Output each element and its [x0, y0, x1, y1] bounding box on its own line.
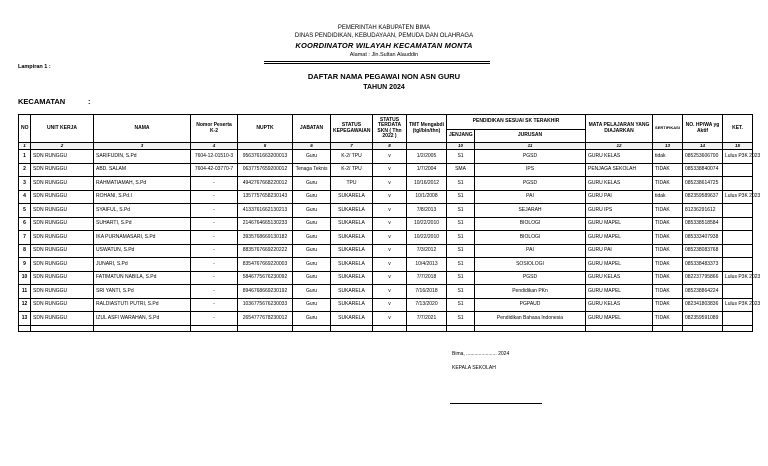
cell-ket — [723, 177, 753, 191]
cell-tmt: 7/8/2013 — [407, 204, 447, 218]
cell-tmt: 1/2/2005 — [407, 150, 447, 164]
cell-jabatan: Guru — [293, 190, 331, 204]
cell-hp: 082341803836 — [683, 298, 723, 312]
table-row — [19, 190, 753, 204]
cell-unit: SDN RUNGGU — [31, 150, 94, 164]
cell-peserta: - — [191, 217, 238, 231]
cell-nama: SARIFUDIN, S.Pd — [94, 150, 191, 164]
signature-date: Bima, ...................... 2024 — [452, 351, 510, 357]
table-row — [19, 298, 753, 312]
cell-status-sk: v — [373, 204, 407, 218]
cell-tmt: 7/3/2012 — [407, 244, 447, 258]
table-row-empty — [19, 325, 753, 331]
cell-jurusan: BIOLOGI — [475, 217, 586, 231]
cell-ket: Lulus P3K 2023 — [723, 150, 753, 164]
cell-jenjang: S1 — [447, 150, 475, 164]
cell-unit: SDN RUNGGU — [31, 163, 94, 177]
cell-ket — [723, 244, 753, 258]
cell-status-kepeg: SUKARELA — [331, 285, 373, 299]
cell-peserta: - — [191, 271, 238, 285]
cell-nuptk: 8354767669220003 — [238, 258, 293, 272]
header-coordinator: KOORDINATOR WILAYAH KECAMATAN MONTA — [295, 41, 473, 50]
cell-jenjang: S1 — [447, 244, 475, 258]
cell-mapel: GURU PAI — [586, 190, 653, 204]
header-rule-thick — [264, 61, 490, 62]
cell-no: 1 — [19, 150, 31, 164]
cell-hp: 082237795866 — [683, 271, 723, 285]
cell-status-sk: v — [373, 312, 407, 326]
cell-jenjang: S1 — [447, 285, 475, 299]
cell-empty — [373, 325, 407, 331]
table-row — [19, 217, 753, 231]
col-nuptk: NUPTK — [238, 115, 293, 143]
cell-jurusan: SEJARAH — [475, 204, 586, 218]
cell-hp: 085238083768 — [683, 244, 723, 258]
cell-empty — [191, 325, 238, 331]
col-number: 3 — [94, 143, 191, 150]
cell-status-sk: v — [373, 244, 407, 258]
document-title: DAFTAR NAMA PEGAWAI NON ASN GURU — [307, 72, 461, 81]
cell-nama: JUNARI, S.Pd — [94, 258, 191, 272]
cell-status-sk: v — [373, 258, 407, 272]
cell-ket — [723, 312, 753, 326]
cell-peserta: - — [191, 298, 238, 312]
cell-unit: SDN RUNGGU — [31, 298, 94, 312]
cell-mapel: GURU MAPEL — [586, 285, 653, 299]
cell-jabatan: Guru — [293, 244, 331, 258]
col-unit: UNIT KERJA — [31, 115, 94, 143]
cell-status-sk: v — [373, 190, 407, 204]
cell-empty — [331, 325, 373, 331]
cell-status-kepeg: K-2/ TPU — [331, 150, 373, 164]
cell-jabatan: Tenaga Teknis — [293, 163, 331, 177]
cell-jenjang: S1 — [447, 258, 475, 272]
cell-no: 9 — [19, 258, 31, 272]
cell-ket — [723, 258, 753, 272]
cell-mapel: GURU MAPEL — [586, 231, 653, 245]
cell-jenjang: S1 — [447, 190, 475, 204]
col-peserta: Nomor Peserta K-2 — [191, 115, 238, 143]
table-body — [19, 150, 761, 332]
cell-jabatan: Guru — [293, 177, 331, 191]
cell-empty — [31, 325, 94, 331]
cell-jenjang: S1 — [447, 298, 475, 312]
cell-tmt: 10/1/2008 — [407, 190, 447, 204]
col-number: 10 — [447, 143, 475, 150]
cell-jurusan: PAI — [475, 244, 586, 258]
cell-empty — [447, 325, 475, 331]
cell-no: 6 — [19, 217, 31, 231]
cell-mapel: GURU KELAS — [586, 271, 653, 285]
cell-unit: SDN RUNGGU — [31, 204, 94, 218]
column-number-row — [19, 143, 753, 150]
cell-sertifikasi: TIDAK — [653, 231, 683, 245]
cell-no: 8 — [19, 244, 31, 258]
col-hp: NO. HP/WA yg Aktif — [683, 115, 723, 143]
cell-sertifikasi: TIDAK — [653, 271, 683, 285]
col-number: 4 — [191, 143, 238, 150]
cell-nama: SRI YANTI, S.Pd — [94, 285, 191, 299]
cell-jurusan: Pendidikan PKn — [475, 285, 586, 299]
cell-status-kepeg: K-2/ TPU — [331, 163, 373, 177]
cell-mapel: GURU MAPEL — [586, 217, 653, 231]
cell-jenjang: S1 — [447, 312, 475, 326]
col-jurusan: JURUSAN — [475, 130, 586, 143]
cell-hp: 085338483373 — [683, 258, 723, 272]
col-number: 6 — [293, 143, 331, 150]
cell-jurusan: Pendidikan Bahasa Indonesia — [475, 312, 586, 326]
col-number: 14 — [683, 143, 723, 150]
cell-nuptk: 2654777678230012 — [238, 312, 293, 326]
cell-jabatan: Guru — [293, 258, 331, 272]
cell-empty — [723, 325, 753, 331]
col-jabatan: JABATAN — [293, 115, 331, 143]
cell-status-sk: v — [373, 231, 407, 245]
table-row — [19, 258, 753, 272]
cell-ket — [723, 204, 753, 218]
cell-unit: SDN RUNGGU — [31, 244, 94, 258]
header-government: PEMERINTAH KABUPATEN BIMA — [337, 25, 431, 31]
cell-mapel: GURU PAI — [586, 244, 653, 258]
cell-tmt: 10/16/2012 — [407, 177, 447, 191]
cell-nuptk: 8946768669230192 — [238, 285, 293, 299]
cell-unit: SDN RUNGGU — [31, 271, 94, 285]
table-row — [19, 285, 753, 299]
cell-jabatan: Guru — [293, 150, 331, 164]
cell-jenjang: SMA — [447, 163, 475, 177]
cell-status-kepeg: TPU — [331, 177, 373, 191]
table-row — [19, 177, 753, 191]
cell-tmt: 7/13/2020 — [407, 298, 447, 312]
cell-status-kepeg: SUKARELA — [331, 231, 373, 245]
cell-empty — [407, 325, 447, 331]
cell-mapel: GURU KELAS — [586, 298, 653, 312]
cell-peserta: - — [191, 258, 238, 272]
cell-nuptk: 2146764665130233 — [238, 217, 293, 231]
col-status-kepegawaian: STATUS KEPEGAWAIAN — [331, 115, 373, 143]
table-row — [19, 150, 753, 164]
cell-sertifikasi: TIDAK — [653, 285, 683, 299]
cell-nama: SYAIFUL, S.Pd — [94, 204, 191, 218]
cell-no: 4 — [19, 190, 31, 204]
col-number: 2 — [31, 143, 94, 150]
cell-tmt: 7/16/2018 — [407, 285, 447, 299]
col-mapel: MATA PELAJARAN YANG DIAJARKAN — [586, 115, 653, 143]
cell-nuptk: 3935768669130182 — [238, 231, 293, 245]
cell-unit: SDN RUNGGU — [31, 231, 94, 245]
cell-no: 2 — [19, 163, 31, 177]
cell-no: 3 — [19, 177, 31, 191]
cell-jabatan: Guru — [293, 298, 331, 312]
cell-nama: FATIMATUN NABILA, S.Pd — [94, 271, 191, 285]
cell-status-kepeg: SUKARELA — [331, 258, 373, 272]
cell-sertifikasi: TIDAK — [653, 244, 683, 258]
cell-peserta: - — [191, 177, 238, 191]
cell-status-sk: v — [373, 163, 407, 177]
cell-jabatan: Guru — [293, 285, 331, 299]
cell-tmt: 1/7/2004 — [407, 163, 447, 177]
cell-nama: RALDIASTUTI PUTRI, S.Pd — [94, 298, 191, 312]
col-status-sk: STATUS TERDATA SKN ( Thn 2022 ) — [373, 115, 407, 143]
cell-nama: ABD. SALAM — [94, 163, 191, 177]
cell-hp: 085338518584 — [683, 217, 723, 231]
cell-nuptk: 1357757658230143 — [238, 190, 293, 204]
cell-ket: Lulus P3K 2023 — [723, 298, 753, 312]
cell-tmt: 10/4/2013 — [407, 258, 447, 272]
table-row — [19, 244, 753, 258]
col-number: 12 — [586, 143, 653, 150]
cell-hp: 082359589637 — [683, 190, 723, 204]
cell-hp: 085253606700 — [683, 150, 723, 164]
cell-sertifikasi: TIDAK — [653, 312, 683, 326]
cell-nama: IZUL ASFI WARAHAN, S.Pd — [94, 312, 191, 326]
col-pendidikan: PENDIDIKAN SESUAI SK TERAKHIR — [447, 115, 586, 130]
cell-unit: SDN RUNGGU — [31, 217, 94, 231]
cell-jurusan: SOSIOLOGI — [475, 258, 586, 272]
col-number: 8 — [373, 143, 407, 150]
cell-jenjang: S1 — [447, 231, 475, 245]
cell-no: 7 — [19, 231, 31, 245]
cell-mapel: GURU MAPEL — [586, 312, 653, 326]
cell-no: 13 — [19, 312, 31, 326]
kecamatan-colon: : — [88, 97, 91, 106]
cell-empty — [238, 325, 293, 331]
cell-empty — [586, 325, 653, 331]
table-row — [19, 204, 753, 218]
cell-nama: IKA PURNAMASARI, S.Pd — [94, 231, 191, 245]
cell-mapel: GURU KELAS — [586, 177, 653, 191]
cell-no: 10 — [19, 271, 31, 285]
cell-status-kepeg: SUKARELA — [331, 244, 373, 258]
cell-nuptk: 1036775676230033 — [238, 298, 293, 312]
cell-nuptk: 8835767669220222 — [238, 244, 293, 258]
header-rule-thin — [264, 63, 490, 64]
signature-line — [450, 403, 542, 404]
cell-unit: SDN RUNGGU — [31, 190, 94, 204]
cell-mapel: GURU MAPEL — [586, 258, 653, 272]
cell-jabatan: Guru — [293, 271, 331, 285]
cell-jabatan: Guru — [293, 204, 331, 218]
table-row — [19, 231, 753, 245]
cell-hp: 085338840074 — [683, 163, 723, 177]
cell-sertifikasi: tidak — [653, 190, 683, 204]
cell-jabatan: Guru — [293, 231, 331, 245]
cell-peserta: - — [191, 285, 238, 299]
signature-role: KEPALA SEKOLAH — [452, 365, 496, 371]
cell-ket — [723, 285, 753, 299]
col-number: 1 — [19, 143, 31, 150]
col-jenjang: JENJANG — [447, 130, 475, 143]
cell-tmt: 7/7/2018 — [407, 271, 447, 285]
col-tmt: TMT Mengabdi (tgl/bln/thn) — [407, 115, 447, 143]
cell-empty — [475, 325, 586, 331]
cell-ket — [723, 231, 753, 245]
cell-hp: 085238614725 — [683, 177, 723, 191]
cell-unit: SDN RUNGGU — [31, 177, 94, 191]
cell-sertifikasi: TIDAK — [653, 298, 683, 312]
cell-jurusan: PGPAUD — [475, 298, 586, 312]
col-nama: NAMA — [94, 115, 191, 143]
cell-jabatan: Guru — [293, 312, 331, 326]
header-department: DINAS PENDIDIKAN, KEBUDAYAAN, PEMUDA DAN OLAHRAGA — [294, 33, 474, 39]
cell-hp: 81236291612 — [683, 204, 723, 218]
lampiran-label: Lampiran 1 : — [18, 64, 51, 70]
table-header-row — [19, 115, 753, 130]
col-number: 7 — [331, 143, 373, 150]
cell-status-kepeg: SUKARELA — [331, 298, 373, 312]
cell-ket: Lulus P3K 2023 — [723, 190, 753, 204]
cell-sertifikasi: tidak — [653, 150, 683, 164]
cell-hp: 082359591089 — [683, 312, 723, 326]
cell-mapel: GURU IPS — [586, 204, 653, 218]
cell-peserta: - — [191, 190, 238, 204]
kecamatan-label: KECAMATAN — [18, 97, 66, 106]
cell-mapel: PENJAGA SEKOLAH — [586, 163, 653, 177]
cell-jurusan: PGSD — [475, 271, 586, 285]
cell-empty — [683, 325, 723, 331]
cell-hp: 085238864224 — [683, 285, 723, 299]
cell-status-kepeg: SUKARELA — [331, 190, 373, 204]
cell-status-sk: v — [373, 298, 407, 312]
cell-jurusan: PGSD — [475, 150, 586, 164]
cell-hp: 085333407938 — [683, 231, 723, 245]
cell-jenjang: S1 — [447, 217, 475, 231]
cell-no: 12 — [19, 298, 31, 312]
col-no: NO — [19, 115, 31, 143]
col-ket: KET. — [723, 115, 753, 143]
cell-unit: SDN RUNGGU — [31, 312, 94, 326]
cell-status-sk: v — [373, 217, 407, 231]
cell-sertifikasi: TIDAK — [653, 163, 683, 177]
cell-status-kepeg: SUKARELA — [331, 204, 373, 218]
col-number — [407, 143, 447, 150]
cell-empty — [653, 325, 683, 331]
col-sertifikasi: SERTIFIKASI — [653, 115, 683, 143]
cell-nuptk: 4942767668220012 — [238, 177, 293, 191]
cell-sertifikasi: TIDAK — [653, 177, 683, 191]
cell-nama: RAHMATIAMAH, S.Pd — [94, 177, 191, 191]
cell-peserta: - — [191, 231, 238, 245]
cell-nuptk: 0637757659200012 — [238, 163, 293, 177]
header-address: Alamat : Jln.Sultan Alauddin — [349, 52, 419, 58]
cell-nama: SUHARTI, S.Pd — [94, 217, 191, 231]
cell-peserta: 7604-42-03770-7 — [191, 163, 238, 177]
cell-peserta: - — [191, 312, 238, 326]
cell-jenjang: S1 — [447, 204, 475, 218]
cell-status-sk: v — [373, 177, 407, 191]
cell-status-kepeg: SUKARELA — [331, 312, 373, 326]
cell-ket — [723, 163, 753, 177]
document-year: TAHUN 2024 — [363, 84, 405, 91]
cell-jurusan: PGSD — [475, 177, 586, 191]
cell-jenjang: S1 — [447, 177, 475, 191]
table-row — [19, 271, 753, 285]
cell-unit: SDN RUNGGU — [31, 285, 94, 299]
cell-nama: USWATUN, S.Pd — [94, 244, 191, 258]
cell-tmt: 10/22/2010 — [407, 231, 447, 245]
cell-nama: ROHANI, S.Pd.I — [94, 190, 191, 204]
cell-nuptk: 5846775676230092 — [238, 271, 293, 285]
cell-status-sk: v — [373, 150, 407, 164]
cell-jabatan: Guru — [293, 217, 331, 231]
cell-ket — [723, 217, 753, 231]
col-number: 5 — [238, 143, 293, 150]
col-number: 13 — [653, 143, 683, 150]
cell-ket: Lulus P3K 2023 — [723, 271, 753, 285]
cell-nuptk: 9563761663200013 — [238, 150, 293, 164]
cell-sertifikasi: TIDAK — [653, 217, 683, 231]
cell-sertifikasi: TIDAK — [653, 204, 683, 218]
cell-peserta: - — [191, 244, 238, 258]
cell-status-kepeg: SUKARELA — [331, 217, 373, 231]
col-number: 15 — [723, 143, 753, 150]
cell-status-sk: v — [373, 271, 407, 285]
cell-tmt: 10/22/2010 — [407, 217, 447, 231]
cell-empty — [293, 325, 331, 331]
cell-no: 5 — [19, 204, 31, 218]
cell-jenjang: S1 — [447, 271, 475, 285]
cell-empty — [94, 325, 191, 331]
cell-sertifikasi: TIDAK — [653, 258, 683, 272]
cell-jurusan: BIOLOGI — [475, 231, 586, 245]
cell-no: 11 — [19, 285, 31, 299]
col-number: 11 — [475, 143, 586, 150]
cell-jurusan: IPS — [475, 163, 586, 177]
cell-empty — [19, 325, 31, 331]
cell-status-sk: v — [373, 285, 407, 299]
cell-unit: SDN RUNGGU — [31, 258, 94, 272]
table-row — [19, 163, 753, 177]
cell-mapel: GURU KELAS — [586, 150, 653, 164]
cell-status-kepeg: SUKARELA — [331, 271, 373, 285]
employee-table — [18, 114, 761, 332]
cell-jurusan: PAI — [475, 190, 586, 204]
cell-peserta: - — [191, 204, 238, 218]
cell-tmt: 7/7/2021 — [407, 312, 447, 326]
cell-nuptk: 4133761662130213 — [238, 204, 293, 218]
table-row — [19, 312, 753, 326]
cell-peserta: 7604-12-01510-3 — [191, 150, 238, 164]
